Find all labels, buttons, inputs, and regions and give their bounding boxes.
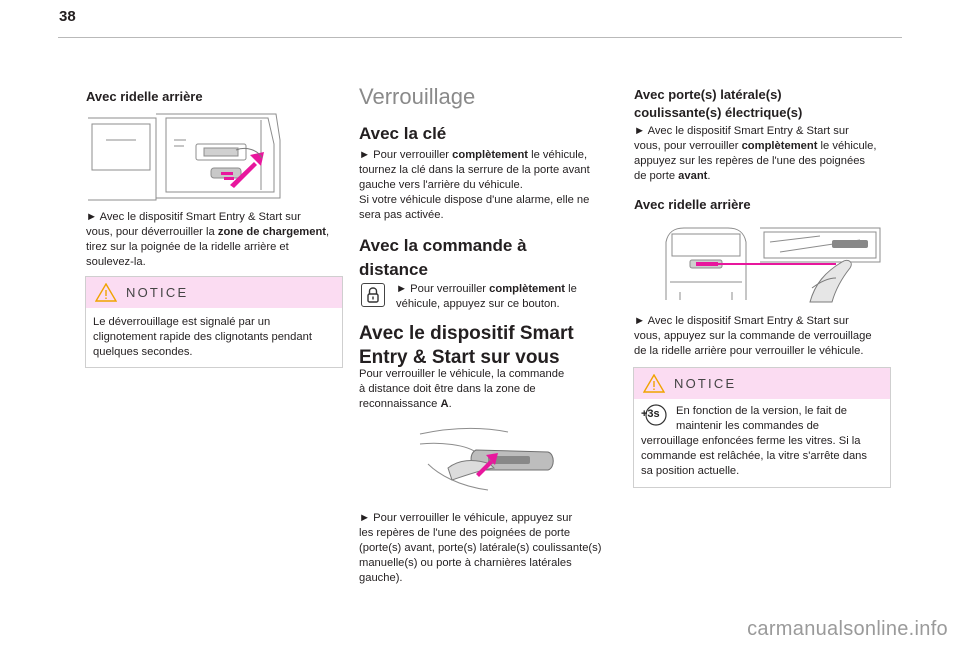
col3-notice — [633, 367, 891, 488]
section-title: Verrouillage — [359, 84, 476, 109]
remote-lock-button-icon — [361, 283, 385, 307]
tailgate-unlock-illustration — [86, 110, 284, 204]
notice-title: NOTICE — [126, 285, 189, 300]
notice-text-indented: En fonction de la version, le fait de maintenir les commandes de — [676, 405, 848, 432]
header-divider — [58, 37, 902, 38]
door-handle-illustration — [418, 424, 558, 494]
col3-heading: Avec porte(s) latérale(s) coulissante(s) électrique(s) — [634, 87, 803, 120]
col3-heading-2: Avec ridelle arrière — [634, 197, 751, 212]
col1-notice — [85, 276, 343, 368]
smart-entry-paragraph-2: ► Pour verrouiller le véhicule, appuyez sur les repères de l'une des poignées de porte (porte(s) avant, porte(s) latérale(s) coulissante(s) manuelle(s) ou porte à charnières latérales gauche). — [359, 512, 602, 584]
col1-heading: Avec ridelle arrière — [86, 89, 203, 104]
col1-paragraph: ► Avec le dispositif Smart Entry & Start sur vous, pour déverrouiller la zone de chargement, tirez sur la poignée de la ridelle arrière et soulevez-la. — [86, 211, 330, 268]
tailgate-lock-illustration — [660, 222, 886, 306]
notice-text: verrouillage enfoncées ferme les vitres. Si la commande est relâchée, la vitre s'arrête dans sa position actuelle. — [641, 435, 867, 477]
key-heading: Avec la clé — [359, 124, 447, 143]
hold-3s-icon: +3s — [640, 404, 668, 426]
notice-text: Le déverrouillage est signalé par un clignotement rapide des clignotants pendant quelques secondes. — [93, 316, 312, 358]
warning-icon — [95, 283, 117, 302]
col3-paragraph-2: ► Avec le dispositif Smart Entry & Start sur vous, appuyez sur la commande de verrouillage de la ridelle arrière pour verrouiller le véhicule. — [634, 315, 872, 357]
notice-title: NOTICE — [674, 376, 737, 391]
watermark: carmanualsonline.info — [747, 618, 948, 640]
key-paragraph: ► Pour verrouiller complètement le véhicule, tournez la clé dans la serrure de la porte avant gauche vers l'arrière du véhicule. Si votre véhicule dispose d'une alarme, elle ne sera pas activée. — [359, 149, 590, 221]
smart-entry-heading: Avec le dispositif Smart Entry & Start sur vous — [359, 323, 574, 368]
page-number: 38 — [59, 8, 76, 25]
remote-heading: Avec la commande à distance — [359, 236, 527, 279]
smart-entry-paragraph: Pour verrouiller le véhicule, la commande à distance doit être dans la zone de reconnaissance A. — [359, 368, 565, 410]
remote-paragraph: ► Pour verrouiller complètement le véhicule, appuyez sur ce bouton. — [396, 283, 577, 310]
col3-paragraph: ► Avec le dispositif Smart Entry & Start sur vous, pour verrouiller complètement le véhicule, appuyez sur les repères de l'une des poignées de porte avant. — [634, 125, 877, 182]
warning-icon — [643, 374, 665, 393]
